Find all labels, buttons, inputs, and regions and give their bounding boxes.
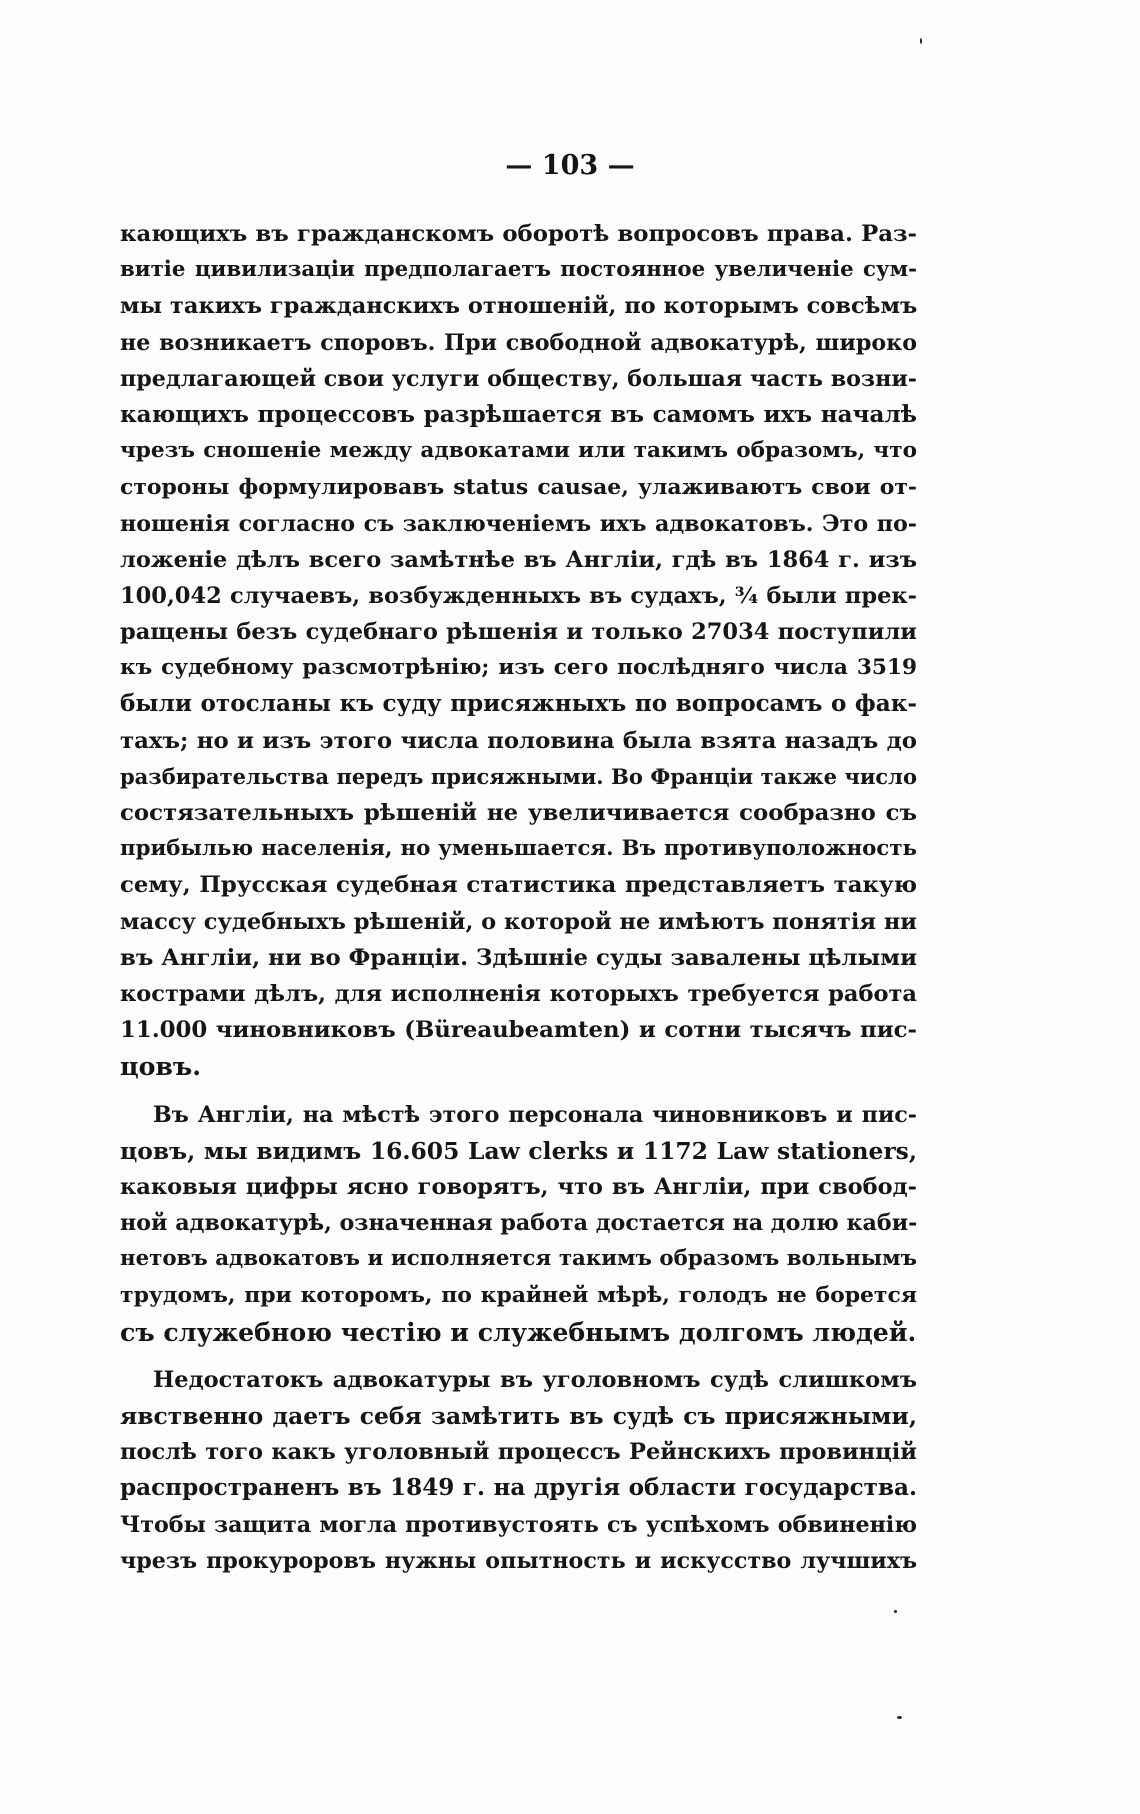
text-line: 100,042 случаевъ, возбужденныхъ въ судахъ, ¾ были прек- [120, 582, 917, 609]
text-line: сему, Прусская судебная статистика представляетъ такую [120, 872, 917, 899]
text-line: мы такихъ гражданскихъ отношеній, по которымъ совсѣмъ [120, 293, 918, 320]
text-line: прибылью населенія, но уменьшается. Въ противуположность [120, 836, 917, 862]
text-line: Въ Англіи, на мѣстѣ этого персонала чиновниковъ и пис- [153, 1101, 917, 1128]
text-line: распространенъ въ 1849 г. на другія области государства. [120, 1474, 917, 1502]
text-line: Чтобы защита могла противустоять съ успѣхомъ обвиненію [120, 1511, 917, 1538]
print-speck [894, 1610, 897, 1613]
text-line: ношенія согласно съ заключеніемъ ихъ адвокатовъ. Это по- [120, 510, 917, 537]
text-line: стороны формулировавъ status causae, улаживаютъ свои от- [120, 474, 917, 501]
text-line: витіе цивилизаціи предполагаетъ постоянное увеличеніе сум- [120, 257, 917, 283]
paragraph-1 [120, 216, 917, 1085]
text-line: не возникаетъ споровъ. При свободной адвокатурѣ, широко [120, 329, 917, 356]
text-line: послѣ того какъ уголовный процессъ Рейнскихъ провинцій [120, 1439, 917, 1466]
print-speck [897, 1716, 902, 1719]
text-line: нетовъ адвокатовъ и исполняется такимъ образомъ вольнымъ [120, 1246, 917, 1272]
text-line: трудомъ, при которомъ, по крайней мѣрѣ, голодъ не борется [120, 1282, 917, 1309]
text-line: 11.000 чиновниковъ (Büreaubeamten) и сотни тысячъ пис- [120, 1017, 917, 1044]
paragraph-gap [120, 1350, 917, 1362]
text-line: массу судебныхъ рѣшеній, о которой не имѣютъ понятія ни [120, 908, 917, 935]
text-line: кающихъ въ гражданскомъ оборотѣ вопросовъ права. Раз- [120, 221, 917, 247]
text-line: кающихъ процессовъ разрѣшается въ самомъ ихъ началѣ [120, 400, 917, 428]
text-line: Недостатокъ адвокатуры въ уголовномъ судѣ слишкомъ [153, 1366, 917, 1393]
body-text [120, 216, 917, 1579]
text-line: тахъ; но и изъ этого числа половина была взята назадъ до [120, 727, 917, 754]
text-line: состязательныхъ рѣшеній не увеличивается сообразно съ [120, 800, 917, 826]
paragraph-2 [120, 1097, 917, 1350]
text-line: съ служебною честію и служебнымъ долгомъ людей. [120, 1316, 917, 1347]
paragraph-gap [120, 1085, 917, 1097]
text-line: были отосланы къ суду присяжныхъ по вопросамъ о фак- [120, 690, 917, 718]
print-speck [920, 38, 922, 44]
text-line: цовъ, мы видимъ 16.605 Law clerks и 1172 Law stationers, [120, 1136, 917, 1165]
text-line: цовъ. [120, 1051, 201, 1082]
text-line: ной адвокатурѣ, означенная работа достается на долю каби- [120, 1210, 918, 1237]
paragraph-3 [120, 1362, 917, 1579]
text-line: къ судебному разсмотрѣнію; изъ сего послѣдняго числа 3519 [120, 655, 917, 681]
text-line: ращены безъ судебнаго рѣшенія и только 27034 поступили [120, 619, 917, 646]
text-line: чрезъ сношеніе между адвокатами или такимъ образомъ, что [120, 438, 917, 464]
text-line: чрезъ прокуроровъ нужны опытность и искусство лучшихъ [120, 1547, 917, 1574]
text-line: кострами дѣлъ, для исполненія которыхъ требуется работа [120, 980, 917, 1007]
text-line: разбирательства передъ присяжными. Во Франціи также число [120, 763, 917, 789]
page-number: — 103 — [505, 150, 635, 181]
text-line: явственно даетъ себя замѣтить въ судѣ съ присяжными, [120, 1402, 917, 1430]
text-line: каковыя цифры ясно говорятъ, что въ Англіи, при свобод- [120, 1173, 917, 1200]
text-line: ложеніе дѣлъ всего замѣтнѣе въ Англіи, гдѣ въ 1864 г. изъ [120, 546, 917, 573]
text-line: предлагающей свои услуги обществу, большая часть возни- [120, 365, 917, 392]
text-line: въ Англіи, ни во Франціи. Здѣшніе суды завалены цѣлыми [120, 944, 917, 971]
